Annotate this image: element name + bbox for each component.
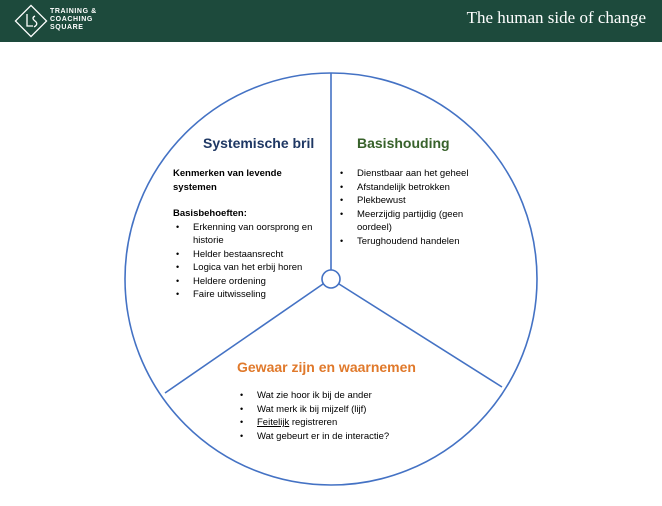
systemisch-list bbox=[173, 221, 323, 302]
basishouding-content bbox=[337, 167, 487, 248]
list-item: • Meerzijdig partijdig (geen oordeel) bbox=[337, 208, 487, 235]
list-item: • Helder bestaansrecht bbox=[173, 248, 323, 262]
list-item: • Heldere ordening bbox=[173, 275, 323, 289]
list-item: • Terughoudend handelen bbox=[337, 235, 487, 249]
page-title: The human side of change bbox=[466, 8, 646, 27]
underlined-word: Feitelijk bbox=[257, 417, 290, 428]
list-item-rest: registreren bbox=[289, 417, 338, 428]
list-item bbox=[237, 416, 437, 430]
gewaar-title: Gewaar zijn en waarnemen bbox=[237, 359, 416, 375]
logo-line: COACHING bbox=[50, 16, 93, 23]
systemisch-needs-label: Basisbehoeften: bbox=[173, 208, 247, 219]
list-item: • Dienstbaar aan het geheel bbox=[337, 167, 487, 181]
list-item: • Erkenning van oorsprong en historie bbox=[173, 221, 323, 248]
list-item: • Logica van het erbij horen bbox=[173, 261, 323, 275]
logo-line: SQUARE bbox=[50, 24, 84, 31]
list-item: • Faire uitwisseling bbox=[173, 288, 323, 302]
systemisch-subtitle: Kenmerken van levende systemen bbox=[173, 168, 282, 193]
basishouding-list bbox=[337, 167, 487, 248]
systemisch-title: Systemische bril bbox=[203, 135, 315, 151]
list-item: • Afstandelijk betrokken bbox=[337, 181, 487, 195]
systemisch-content bbox=[173, 167, 323, 302]
gewaar-list bbox=[237, 389, 437, 443]
basishouding-title: Basishouding bbox=[357, 135, 450, 151]
center-circle bbox=[322, 270, 340, 288]
list-item: • Wat gebeurt er in de interactie? bbox=[237, 430, 437, 444]
list-item: • Wat zie hoor ik bij de ander bbox=[237, 389, 437, 403]
list-item: • Plekbewust bbox=[337, 194, 487, 208]
gewaar-content bbox=[237, 389, 437, 443]
logo-line: TRAINING & bbox=[50, 8, 97, 15]
list-item: • Wat merk ik bij mijzelf (lijf) bbox=[237, 403, 437, 417]
